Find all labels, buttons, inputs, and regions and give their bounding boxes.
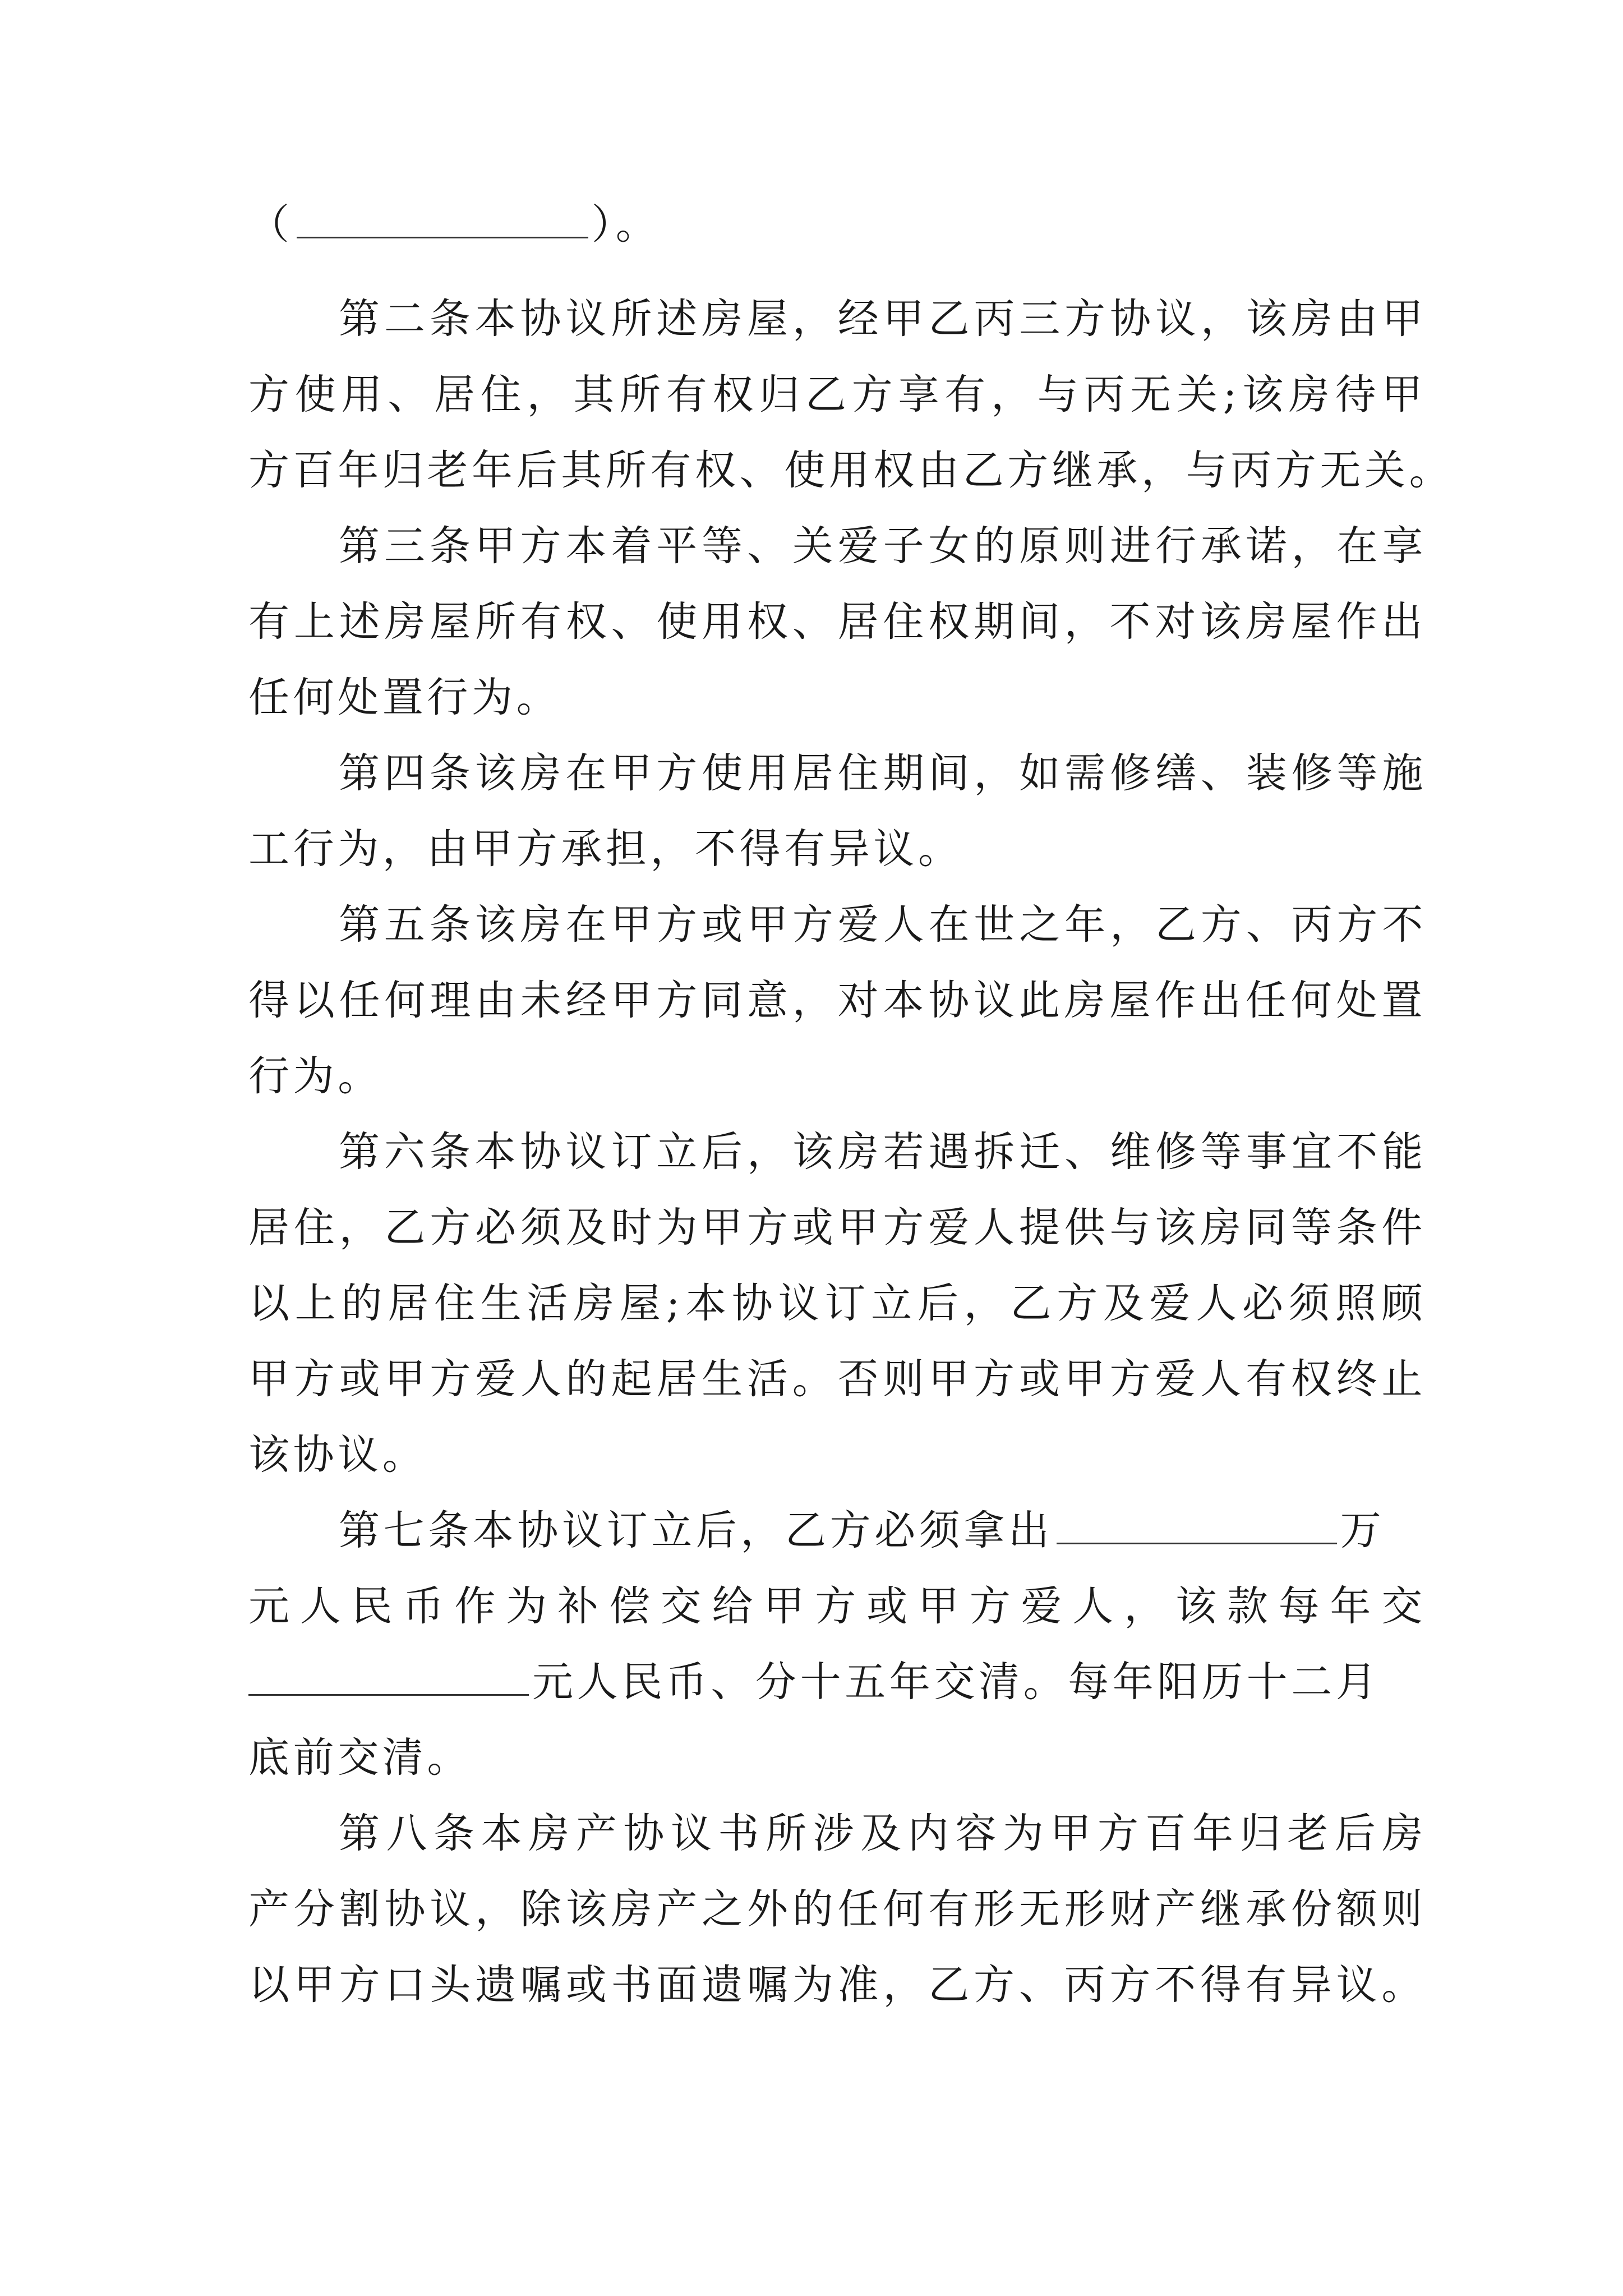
article5-line-1: 第五条该房在甲方或甲方爱人在世之年，乙方、丙方不 [339, 901, 1427, 949]
article7-line-1-unit: 万 [1340, 1507, 1385, 1554]
article2-line-3: 方百年归老年后其所有权、使用权由乙方继承，与丙方无关。 [248, 447, 1454, 494]
open-paren: （ [248, 201, 293, 249]
article7-line-1 [339, 1503, 1427, 1559]
amount-total-blank[interactable] [1057, 1509, 1337, 1544]
article6-line-4: 甲方或甲方爱人的起居生活。否则甲方或甲方爱人有权终止 [248, 1355, 1426, 1403]
amount-yearly-blank[interactable] [248, 1660, 529, 1696]
article5-line-2: 得以任何理由未经甲方同意，对本协议此房屋作出任何处置 [248, 977, 1426, 1024]
article3-line-2: 有上述房屋所有权、使用权、居住权期间，不对该房屋作出 [248, 598, 1426, 646]
article5-line-3: 行为。 [248, 1052, 382, 1100]
article7-line-3 [248, 1654, 1426, 1710]
article8-line-3: 以甲方口头遗嘱或书面遗嘱为准，乙方、丙方不得有异议。 [248, 1961, 1426, 2009]
article6-line-2: 居住，乙方必须及时为甲方或甲方爱人提供与该房同等条件 [248, 1204, 1426, 1251]
article6-line-3: 以上的居住生活房屋;本协议订立后，乙方及爱人必须照顾 [248, 1280, 1426, 1327]
article6-line-1: 第六条本协议订立后，该房若遇拆迁、维修等事宜不能 [339, 1128, 1427, 1176]
article8-line-1: 第八条本房产协议书所涉及内容为甲方百年归老后房 [339, 1810, 1427, 1857]
article3-line-1: 第三条甲方本着平等、关爱子女的原则进行承诺，在享 [339, 522, 1427, 570]
article2-line-2: 方使用、居住，其所有权归乙方享有，与丙无关;该房待甲 [248, 371, 1426, 418]
article4-line-1: 第四条该房在甲方使用居住期间，如需修缮、装修等施 [339, 749, 1427, 797]
article7-line-2: 元人民币作为补偿交给甲方或甲方爱人，该款每年交 [248, 1582, 1426, 1630]
close-paren: ）。 [591, 201, 661, 249]
article8-line-2: 产分割协议，除该房产之外的任何有形无形财产继承份额则 [248, 1885, 1426, 1933]
article4-line-2: 工行为，由甲方承担，不得有异议。 [248, 825, 963, 873]
article2-line-1: 第二条本协议所述房屋，经甲乙丙三方协议，该房由甲 [339, 295, 1427, 343]
blank-parenthesis-line [248, 197, 1426, 253]
article7-line-3-text: 元人民币、分十五年交清。每年阳历十二月 [532, 1658, 1381, 1706]
article7-line-4: 底前交清。 [248, 1734, 472, 1782]
article7-line-1-text: 第七条本协议订立后，乙方必须拿出 [339, 1507, 1053, 1554]
article3-line-3: 任何处置行为。 [248, 674, 561, 721]
blank-field[interactable] [297, 203, 588, 238]
article6-line-5: 该协议。 [248, 1431, 427, 1479]
